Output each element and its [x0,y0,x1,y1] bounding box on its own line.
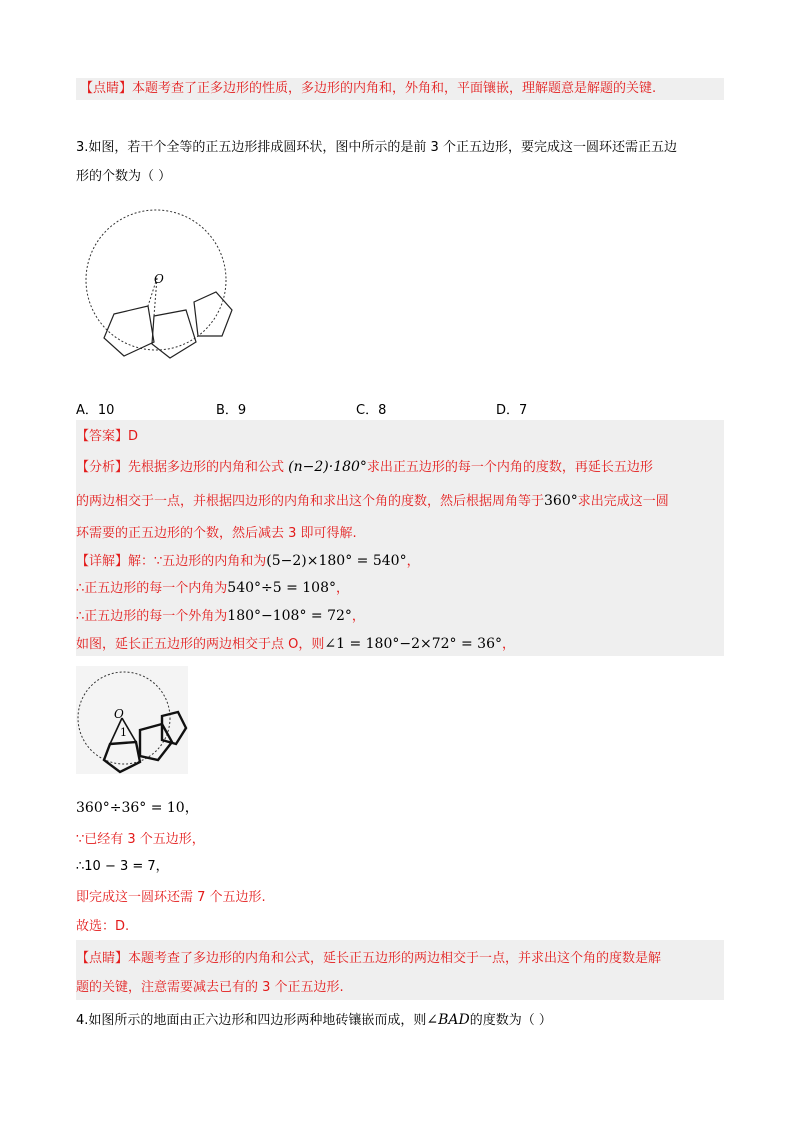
detail-line6: ∵已经有 3 个五边形， [76,832,205,847]
full-angle: 360° [544,493,578,509]
analysis-line2: 的两边相交于一点，并根据四边形的内角和求出这个角的度数，然后根据周角等于360°求出完成这一圆 [76,493,669,509]
top-note [76,78,724,100]
analysis-line3: 环需要的正五边形的个数，然后减去 3 即可得解. [76,526,357,541]
option-a[interactable]: A．10 [76,403,115,418]
center-label-o: O [154,272,164,286]
option-d[interactable]: D．7 [496,403,528,418]
answer-value: D [128,429,139,444]
detail-line4: 如图，延长正五边形的两边相交于点 O，则∠1 = 180°−2×72° = 36°， [76,636,516,652]
detail-line7: ∴10 − 3 = 7， [76,859,169,874]
analysis-line1: 【分析】先根据多边形的内角和公式 (n−2)·180°求出正五边形的每一个内角的度数，再延长五边形 [76,459,653,475]
note-text: 本题考查了正多边形的性质，多边形的内角和，外角和，平面镶嵌，理解题意是解题的关键. [132,81,657,96]
option-b[interactable]: B．9 [216,403,247,418]
bottom-note-line1: 【点睛】本题考查了多边形的内角和公式，延长正五边形的两边相交于一点，并求出这个角的度数是解 [76,951,662,966]
option-c[interactable]: C．8 [356,403,387,418]
note-tag: 【点睛】 [80,81,133,96]
detail-line8: 即完成这一圆环还需 7 个五边形. [76,890,266,905]
detail-line1: 【详解】解：∵五边形的内角和为(5−2)×180° = 540°， [76,553,420,569]
q3-line2: 形的个数为（ ） [76,169,172,184]
fig-label-o: O [114,707,124,721]
angle-bad: ∠BAD [426,1012,470,1028]
fig-label-1: 1 [120,726,127,739]
detail-line5: 360°÷36° = 10， [76,800,199,816]
q3-figure [84,206,252,376]
answer-line [76,428,138,445]
detail-line9: 故选：D. [76,919,130,934]
bottom-note-line2: 题的关键，注意需要减去已有的 3 个正五边形. [76,980,344,995]
detail-line3: ∴正五边形的每一个外角为180°−108° = 72°， [76,608,365,624]
answer-tag: 【答案】 [76,429,129,444]
formula: (n−2)·180° [288,459,367,475]
detail-figure [76,666,188,774]
detail-line2: ∴正五边形的每一个内角为540°÷5 = 108°， [76,580,350,596]
q4-line: 4.如图所示的地面由正六边形和四边形两种地砖镶嵌而成，则∠BAD的度数为（ ） [76,1012,552,1028]
q3-line1: 3.如图，若干个全等的正五边形排成圆环状，图中所示的是前 3 个正五边形，要完成这一圆环还需正五边 [76,140,677,155]
